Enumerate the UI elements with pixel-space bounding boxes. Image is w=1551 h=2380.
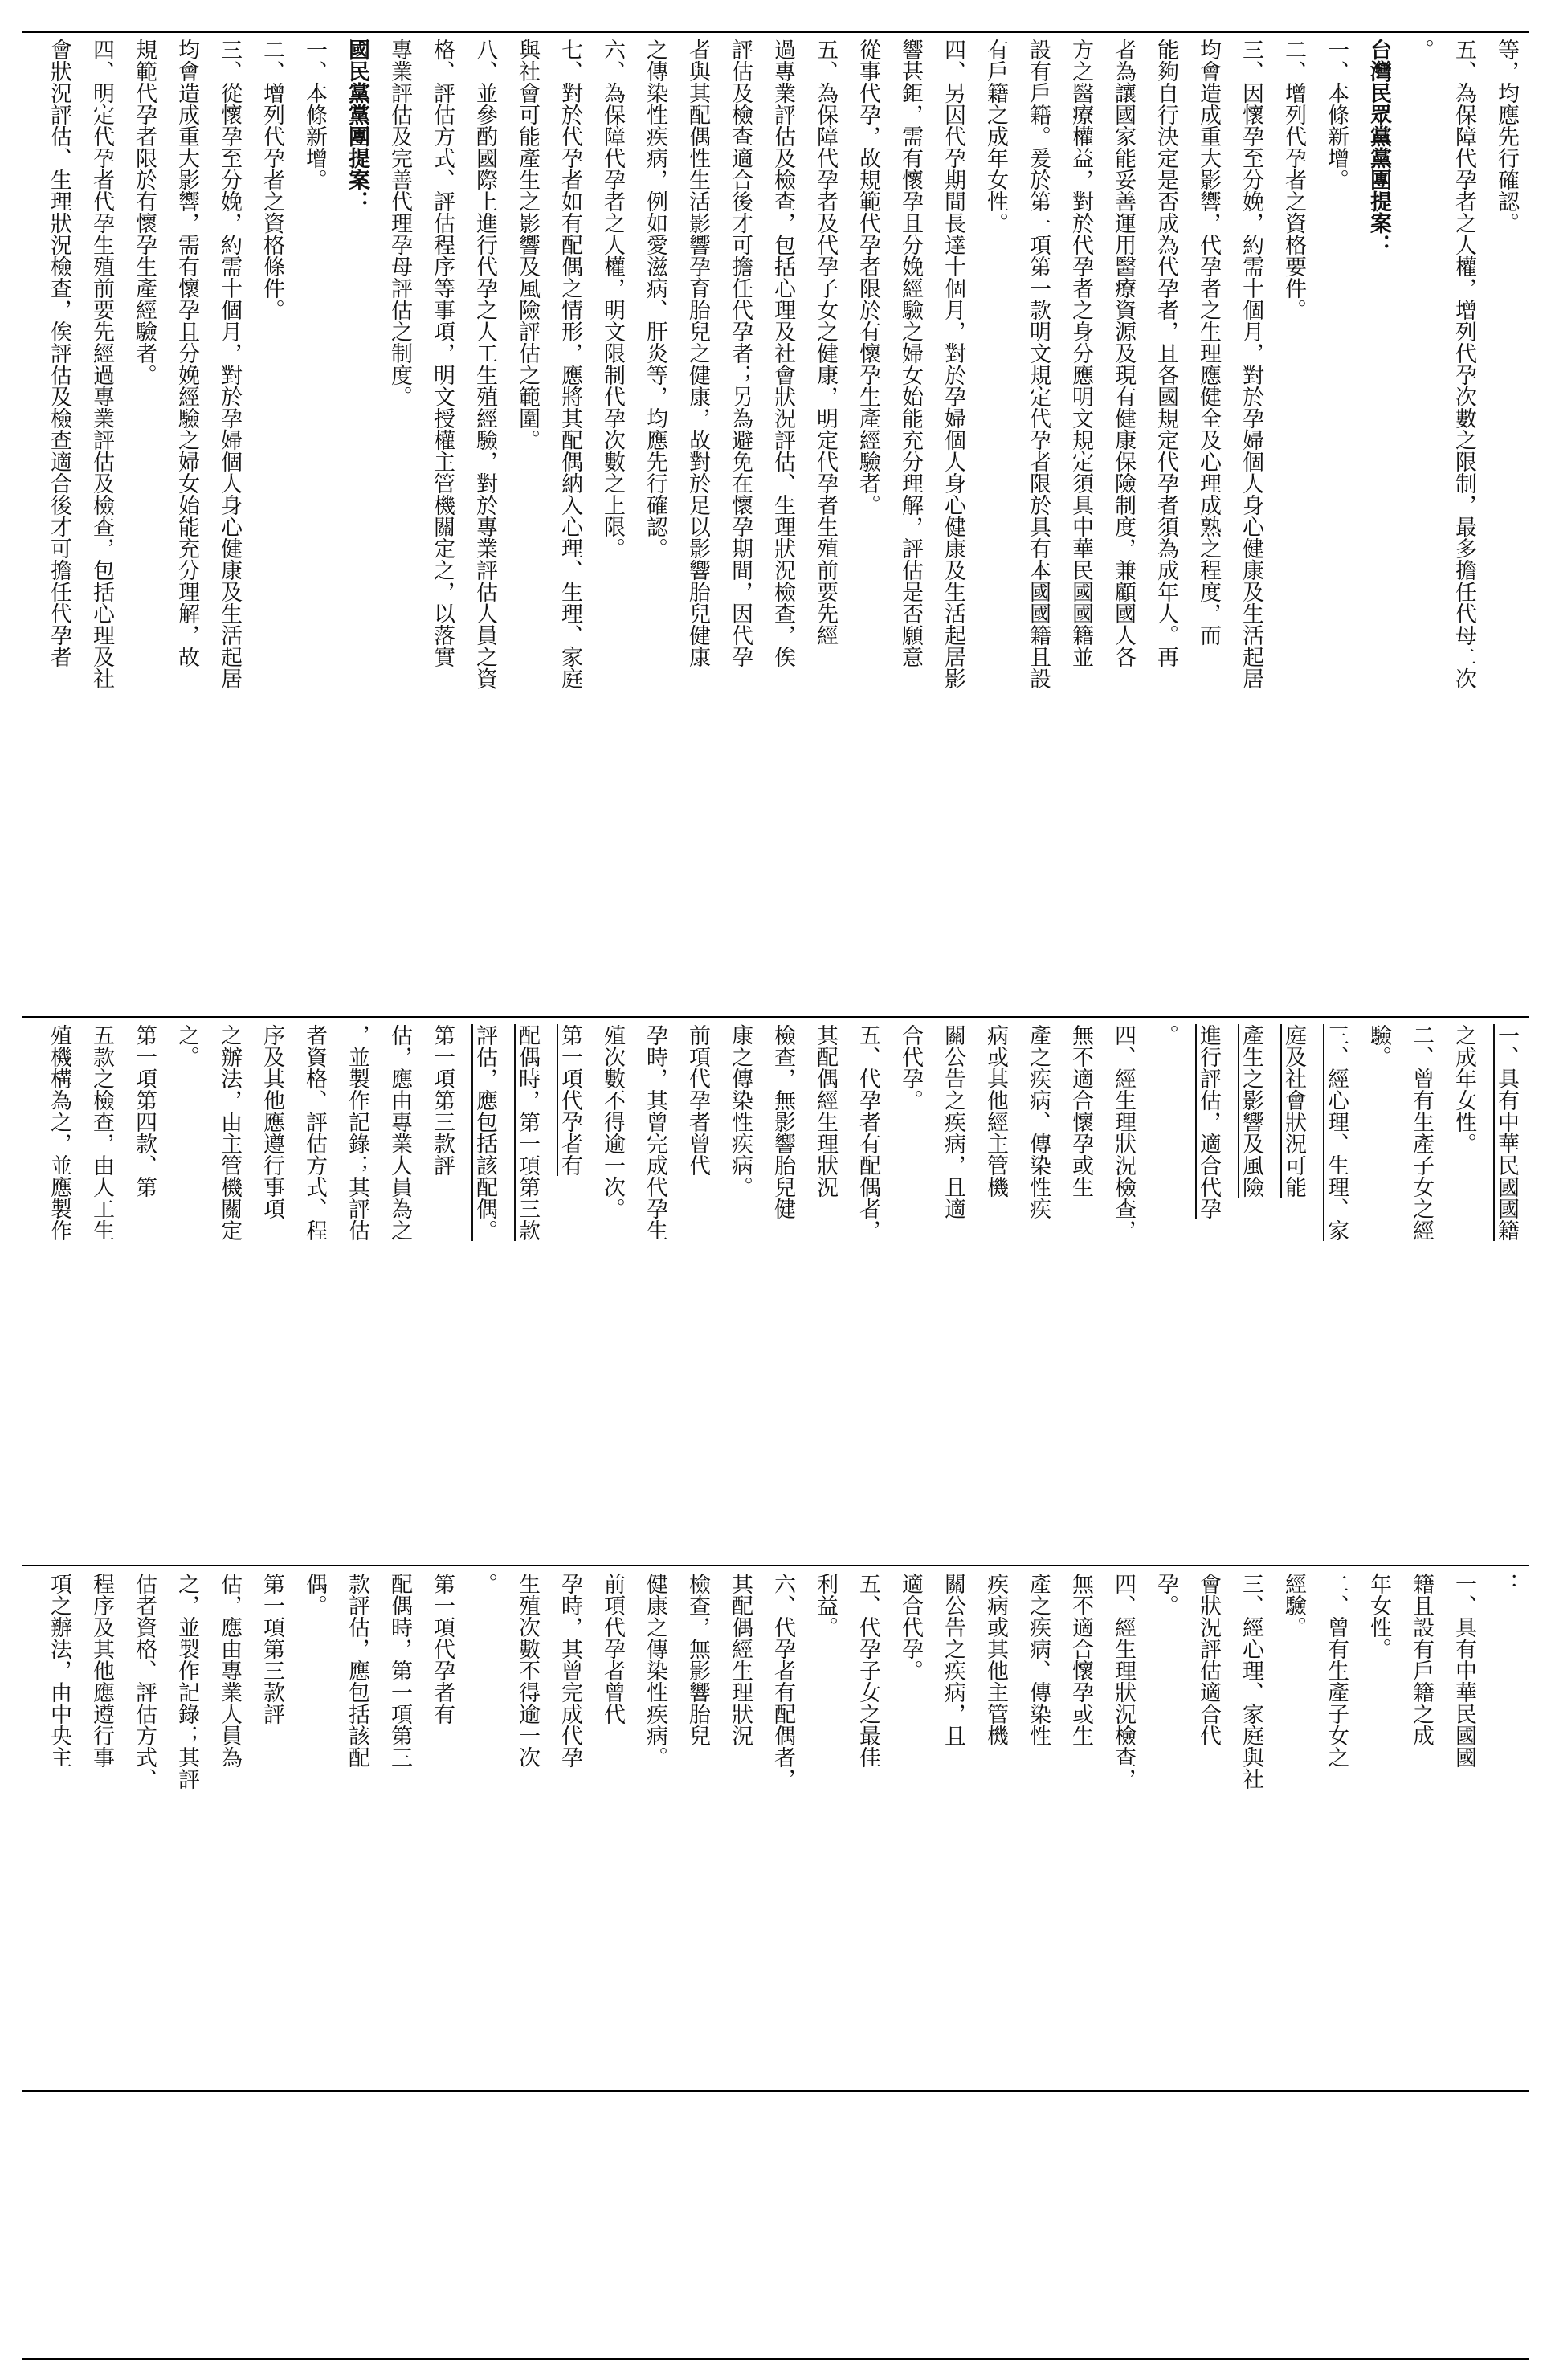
text-line: 產之疾病、傳染性 xyxy=(1026,1573,1051,1746)
text-line: 會狀況評估、生理狀況檢查，俟評估及檢查適合後才可擔任代孕者 xyxy=(47,39,71,667)
text-line: 關公告之疾病，且 xyxy=(941,1573,965,1746)
text-line: 二、曾有生產子女之經 xyxy=(1409,1024,1434,1241)
text-line: 與社會可能產生之影響及風險評估之範圍。 xyxy=(515,39,540,451)
text-line: 籍且設有戶籍之成 xyxy=(1409,1573,1434,1746)
text-line: 等，均應先行確認。 xyxy=(1494,39,1519,234)
text-line: 台灣民眾黨黨團提案： xyxy=(1366,39,1391,255)
text-line: 五款之檢查，由人工生 xyxy=(89,1024,114,1241)
text-line: 康之傳染性疾病。 xyxy=(728,1024,753,1198)
text-line: 第一項第三款評 xyxy=(430,1024,455,1176)
text-line: 第一項代孕者有 xyxy=(557,1024,582,1176)
draft-article-cell xyxy=(32,1024,1528,1561)
text-line: 五、為保障代孕者及代孕子女之健康，明定代孕者生殖前要先經 xyxy=(813,39,838,646)
text-line: 檢查，無影響胎兒健 xyxy=(770,1024,795,1219)
text-line: 格、評估方式、評估程序等事項，明文授權主管機關定之，以落實 xyxy=(430,39,455,667)
text-line: 規範代孕者限於有懷孕生產經驗者。 xyxy=(132,39,157,386)
text-line: ： xyxy=(1494,1573,1519,1594)
text-line: 。 xyxy=(1153,1024,1178,1046)
text-line: 者為讓國家能妥善運用醫療資源及現有健康保險制度，兼顧國人各 xyxy=(1111,39,1136,667)
text-line: 一、本條新增。 xyxy=(302,39,327,190)
text-line: 之。 xyxy=(174,1024,199,1068)
text-line: 者與其配偶性生活影響孕育胎兒之健康，故對於足以影響胎兒健康 xyxy=(685,39,710,667)
text-line: 配偶時，第一項第三款 xyxy=(515,1024,540,1241)
text-line: 三、從懷孕至分娩，約需十個月，對於孕婦個人身心健康及生活起居 xyxy=(217,39,242,689)
text-line: 會狀況評估適合代 xyxy=(1196,1573,1221,1746)
text-line: 關公告之疾病，且適 xyxy=(941,1024,965,1219)
text-line: 六、代孕者有配偶者， xyxy=(770,1573,795,1790)
text-line: 國民黨黨團提案： xyxy=(345,39,369,212)
text-line: 殖機構為之，並應製作 xyxy=(47,1024,71,1241)
text-line: 二、曾有生產子女之 xyxy=(1324,1573,1349,1768)
text-line: 產之疾病、傳染性疾 xyxy=(1026,1024,1051,1219)
text-line: ，並製作記錄；其評估 xyxy=(345,1024,369,1241)
text-line: 能夠自行決定是否成為代孕者，且各國規定代孕者須為成年人。再 xyxy=(1153,39,1178,667)
text-line: 五、代孕子女之最佳 xyxy=(855,1573,880,1768)
text-line: 生殖次數不得逾一次 xyxy=(515,1573,540,1768)
text-line: 病或其他經主管機 xyxy=(983,1024,1008,1198)
text-line: 評估，應包括該配偶。 xyxy=(472,1024,497,1241)
text-line: 二、增列代孕者之資格條件。 xyxy=(259,39,284,320)
text-line: 合代孕。 xyxy=(898,1024,923,1111)
text-line: 偶。 xyxy=(302,1573,327,1616)
text-line: 從事代孕，故規範代孕者限於有懷孕生產經驗者。 xyxy=(855,39,880,516)
text-line: 第一項代孕者有 xyxy=(430,1573,455,1725)
cell-divider-rule-1 xyxy=(22,1565,1529,1566)
text-line: 四、經生理狀況檢查， xyxy=(1111,1573,1136,1790)
text-line: 適合代孕。 xyxy=(898,1573,923,1681)
text-line: 設有戶籍。爰於第一項第一款明文規定代孕者限於具有本國國籍且設 xyxy=(1026,39,1051,689)
text-line: 產生之影響及風險 xyxy=(1239,1024,1263,1198)
text-line: 五、為保障代孕者之人權，增列代孕次數之限制，最多擔任代母二次 xyxy=(1451,39,1476,689)
text-line: 有戶籍之成年女性。 xyxy=(983,39,1008,234)
text-line: 其配偶經生理狀況 xyxy=(728,1573,753,1746)
text-line: 一、本條新增。 xyxy=(1324,39,1349,190)
text-line: 配偶時，第一項第三 xyxy=(387,1573,412,1768)
text-line: 第一項第四款、第 xyxy=(132,1024,157,1198)
text-line: 四、經生理狀況檢查， xyxy=(1111,1024,1136,1241)
text-line: 者資格、評估方式、程 xyxy=(302,1024,327,1241)
text-line: 疾病或其他主管機 xyxy=(983,1573,1008,1746)
top-rule xyxy=(22,31,1529,33)
text-line: 評估及檢查適合後才可擔任代孕者；另為避免在懷孕期間，因代孕 xyxy=(728,39,753,667)
text-line: 經驗。 xyxy=(1281,1573,1306,1638)
text-line: 五、代孕者有配偶者， xyxy=(855,1024,880,1241)
text-line: 年女性。 xyxy=(1366,1573,1391,1659)
text-line: 前項代孕者曾代 xyxy=(685,1024,710,1176)
text-line: 方之醫療權益，對於代孕者之身分應明文規定須具中華民國國籍並 xyxy=(1068,39,1093,667)
text-line: 三、經心理、生理、家 xyxy=(1324,1024,1349,1241)
text-line: 項之辦法，由中央主 xyxy=(47,1573,71,1768)
text-line: 款評估，應包括該配 xyxy=(345,1573,369,1768)
text-line: 之傳染性疾病，例如愛滋病、肝炎等，均應先行確認。 xyxy=(643,39,667,559)
text-line: 之成年女性。 xyxy=(1451,1024,1476,1154)
text-line: 健康之傳染性疾病。 xyxy=(643,1573,667,1768)
text-line: 估，應由專業人員為之 xyxy=(387,1024,412,1241)
text-line: 估，應由專業人員為 xyxy=(217,1573,242,1768)
text-line: 檢查，無影響胎兒 xyxy=(685,1573,710,1746)
text-line: 過專業評估及檢查，包括心理及社會狀況評估、生理狀況檢查，俟 xyxy=(770,39,795,667)
text-line: 均會造成重大影響，代孕者之生理應健全及心理成熟之程度，而 xyxy=(1196,39,1221,646)
text-line: 程序及其他應遵行事 xyxy=(89,1573,114,1768)
text-line: 其配偶經生理狀況 xyxy=(813,1024,838,1198)
text-line: 前項代孕者曾代 xyxy=(600,1573,625,1725)
text-line: 進行評估，適合代孕 xyxy=(1196,1024,1221,1219)
text-line: 庭及社會狀況可能 xyxy=(1281,1024,1306,1198)
explanation-section xyxy=(32,39,1528,1012)
text-line: 專業評估及完善代理孕母評估之制度。 xyxy=(387,39,412,407)
text-line: 孕時，其曾完成代孕 xyxy=(557,1573,582,1768)
text-line: 響甚鉅，需有懷孕且分娩經驗之婦女始能充分理解，評估是否願意 xyxy=(898,39,923,667)
cell-divider-rule-2 xyxy=(22,2090,1529,2092)
text-line: 之，並製作記錄；其評 xyxy=(174,1573,199,1790)
text-line: 八、並參酌國際上進行代孕之人工生殖經驗，對於專業評估人員之資 xyxy=(472,39,497,689)
text-line: 之辦法，由主管機關定 xyxy=(217,1024,242,1241)
text-line: 孕時，其曾完成代孕生 xyxy=(643,1024,667,1241)
text-line: 六、為保障代孕者之人權，明文限制代孕次數之上限。 xyxy=(600,39,625,559)
text-line: 無不適合懷孕或生 xyxy=(1068,1573,1093,1746)
section-divider-rule xyxy=(22,1016,1529,1018)
text-line: 序及其他應遵行事項 xyxy=(259,1024,284,1219)
text-line: 第一項第三款評 xyxy=(259,1573,284,1725)
text-line: 均會造成重大影響，需有懷孕且分娩經驗之婦女始能充分理解，故 xyxy=(174,39,199,667)
text-line: 孕。 xyxy=(1153,1573,1178,1616)
text-line: 三、因懷孕至分娩，約需十個月，對於孕婦個人身心健康及生活起居 xyxy=(1239,39,1263,689)
text-line: 無不適合懷孕或生 xyxy=(1068,1024,1093,1198)
text-line: 。 xyxy=(472,1573,497,1594)
text-line: 一、具有中華民國國籍 xyxy=(1494,1024,1519,1241)
bottom-rule xyxy=(22,2358,1529,2360)
text-line: 。 xyxy=(1409,39,1434,60)
text-line: 四、明定代孕者代孕生殖前要先經過專業評估及檢查，包括心理及社 xyxy=(89,39,114,689)
text-line: 利益。 xyxy=(813,1573,838,1638)
text-line: 七、對於代孕者如有配偶之情形，應將其配偶納入心理、生理、家庭 xyxy=(557,39,582,689)
text-line: 二、增列代孕者之資格要件。 xyxy=(1281,39,1306,320)
text-line: 殖次數不得逾一次。 xyxy=(600,1024,625,1219)
text-line: 四、另因代孕期間長達十個月，對於孕婦個人身心健康及生活起居影 xyxy=(941,39,965,689)
current-article-cell xyxy=(32,1573,1528,2087)
text-line: 估者資格、評估方式、 xyxy=(132,1573,157,1790)
text-line: 一、具有中華民國國 xyxy=(1451,1573,1476,1768)
text-line: 驗。 xyxy=(1366,1024,1391,1068)
text-line: 三、經心理、家庭與社 xyxy=(1239,1573,1263,1790)
